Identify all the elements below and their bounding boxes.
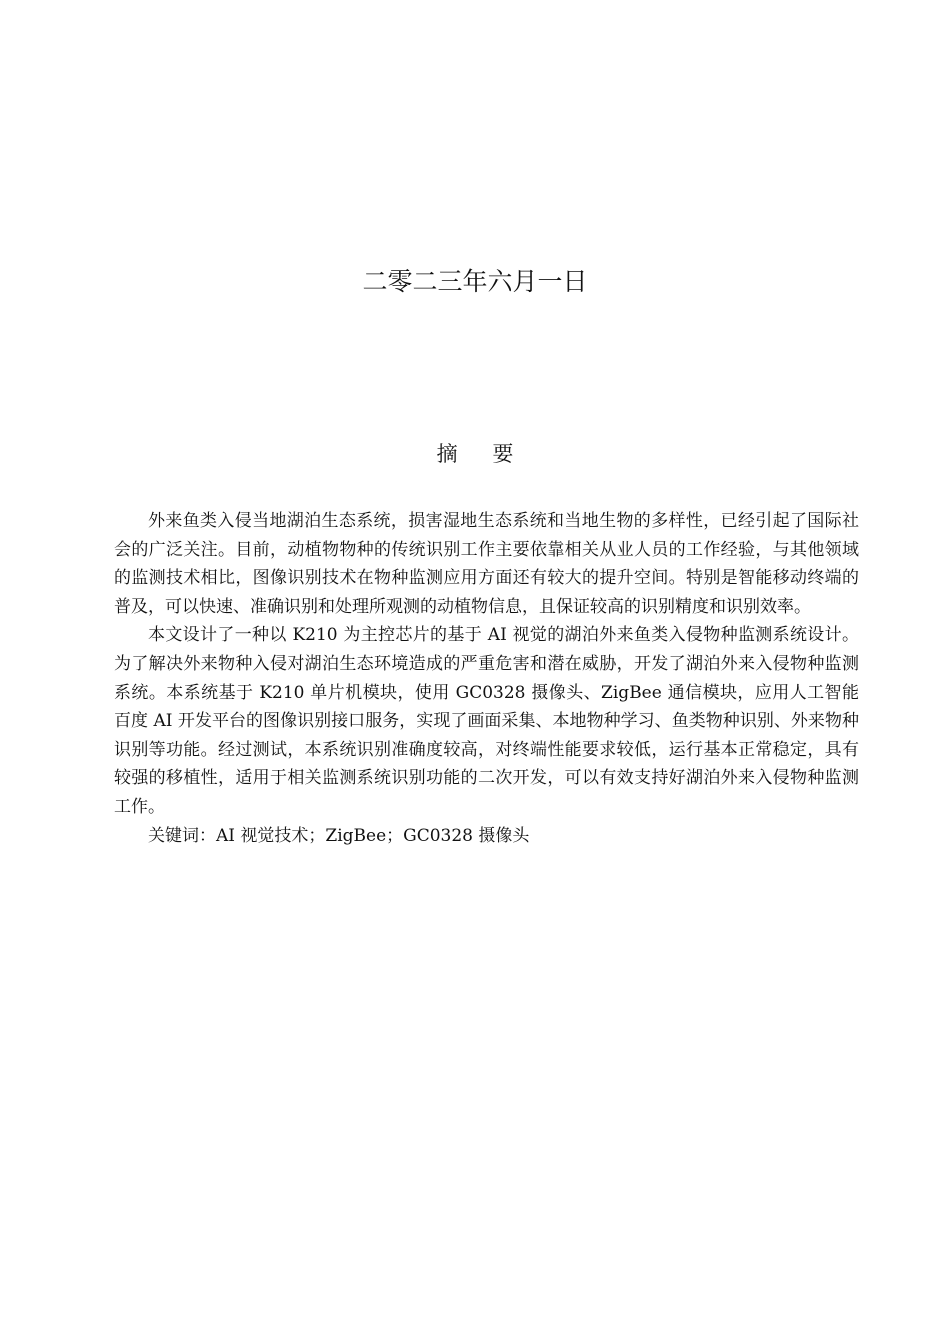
keywords-text: AI 视觉技术；ZigBee；GC0328 摄像头 — [216, 825, 530, 846]
abstract-heading: 摘 要 — [436, 442, 528, 466]
keywords-label: 关键词： — [148, 825, 216, 846]
abstract-paragraph-1: 外来鱼类入侵当地湖泊生态系统，损害湿地生态系统和当地生物的多样性，已经引起了国际社会的广泛关注。目前，动植物物种的传统识别工作主要依靠相关从业人员的工作经验，与其他领域的监测技术相比，图像识别技术在物种监测应用方面还有较大的提升空间。特别是智能移动终端的普及，可以快速、准确识别和处理所观测的动植物信息，且保证较高的识别精度和识别效率。 — [114, 511, 859, 617]
abstract-paragraph-2: 本文设计了一种以 K210 为主控芯片的基于 AI 视觉的湖泊外来鱼类入侵物种监测系统设计。为了解决外来物种入侵对湖泊生态环境造成的严重危害和潜在威胁，开发了湖泊外来入侵物种监测系统。本系统基于 K210 单片机模块，使用 GC0328 摄像头、ZigBee 通信模块，应用人工智能百度 AI 开发平台的图像识别接口服务，实现了画面采集、本地物种学习、鱼类物种识别、外来物种识别等功能。经过测试，本系统识别准确度较高，对终端性能要求较低，运行基本正常稳定，具有较强的移植性，适用于相关监测系统识别功能的二次开发，可以有效支持好湖泊外来入侵物种监测工作。 — [114, 625, 859, 817]
date-line: 二零二三年六月一日 — [362, 267, 588, 296]
abstract-body — [114, 507, 859, 850]
keywords-line — [114, 822, 859, 851]
